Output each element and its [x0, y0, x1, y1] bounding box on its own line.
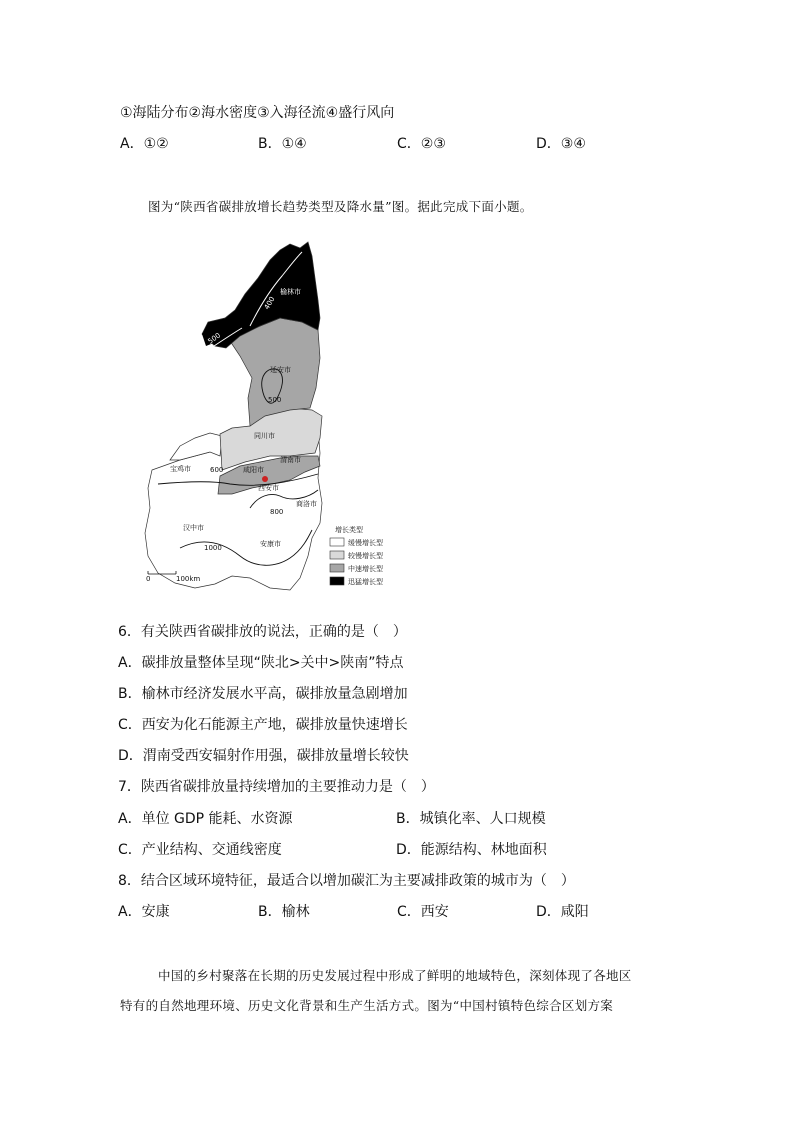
question-7-stem: 7．陕西省碳排放量持续增加的主要推动力是（ ） [118, 779, 435, 795]
question-7-option-a: A．单位 GDP 能耗、水资源 [118, 811, 293, 827]
legend-title: 增长类型 [335, 526, 363, 534]
option-text: ③④ [560, 136, 586, 152]
option-text: ①② [143, 136, 169, 152]
option-letter: A． [120, 136, 144, 152]
xian-marker [262, 476, 268, 482]
question-7-option-b: B．城镇化率、人口规模 [396, 811, 546, 827]
question-6-option-d: D．渭南受西安辐射作用强，碳排放量增长较快 [118, 748, 409, 764]
prev-option-d [536, 134, 586, 154]
prev-question-items: ①海陆分布②海水密度③入海径流④盛行风向 [120, 105, 395, 121]
question-8-option-b: B．榆林 [258, 904, 310, 920]
isoline-label: 800 [270, 508, 284, 516]
legend-label: 中速增长型 [348, 565, 383, 573]
option-letter: B． [258, 136, 282, 152]
city-label: 榆林市 [280, 288, 301, 296]
option-letter: D． [536, 136, 561, 152]
legend-label: 迅猛增长型 [348, 578, 383, 586]
question-7-option-c: C．产业结构、交通线密度 [118, 842, 282, 858]
city-label: 西安市 [258, 484, 279, 492]
map-intro: 图为“陕西省碳排放增长趋势类型及降水量”图。据此完成下面小题。 [148, 199, 533, 214]
legend-swatch [330, 564, 344, 572]
city-label: 延安市 [270, 366, 291, 374]
city-label: 安康市 [260, 540, 281, 548]
question-6-option-c: C．西安为化石能源主产地，碳排放量快速增长 [118, 717, 408, 733]
question-8-option-c: C．西安 [397, 904, 449, 920]
city-label: 渭南市 [280, 456, 301, 464]
isoline-label: 1000 [204, 544, 222, 552]
question-8-option-d: D．咸阳 [536, 904, 589, 920]
isoline-label: 400 [262, 295, 277, 311]
prev-option-b [258, 134, 307, 154]
option-text: ②③ [420, 136, 446, 152]
city-label: 宝鸡市 [170, 465, 191, 473]
scale-distance: 100km [176, 575, 201, 583]
legend-swatch [330, 551, 344, 559]
isoline-label: 500 [268, 396, 282, 404]
option-text: ①④ [281, 136, 307, 152]
question-6-stem: 6．有关陕西省碳排放的说法，正确的是（ ） [118, 624, 407, 640]
shaanxi-carbon-map [140, 238, 410, 593]
city-label: 咸阳市 [243, 466, 264, 474]
legend-swatch [330, 577, 344, 585]
isoline-label: 500 [206, 331, 223, 346]
passage-line-1: 中国的乡村聚落在长期的历史发展过程中形成了鲜明的地域特色，深刻体现了各地区 [158, 968, 632, 983]
passage-line-2: 特有的自然地理环境、历史文化背景和生产生活方式。图为“中国村镇特色综合区划方案 [120, 998, 614, 1013]
legend-label: 缓慢增长型 [348, 539, 383, 547]
option-letter: C． [397, 136, 421, 152]
legend-label: 较慢增长型 [348, 552, 383, 560]
prev-option-c [397, 134, 446, 154]
question-8-stem: 8．结合区域环境特征，最适合以增加碳汇为主要减排政策的城市为（ ） [118, 873, 575, 889]
city-label: 商洛市 [296, 500, 317, 508]
city-label: 同川市 [254, 432, 275, 440]
scale-zero: 0 [146, 575, 151, 583]
question-7-option-d: D．能源结构、林地面积 [396, 842, 547, 858]
isoline-label: 600 [210, 466, 224, 474]
prev-option-a [120, 134, 169, 154]
legend-swatch [330, 538, 344, 546]
city-label: 汉中市 [183, 524, 204, 532]
question-6-option-a: A．碳排放量整体呈现“陕北>关中>陕南”特点 [118, 655, 404, 671]
question-6-option-b: B．榆林市经济发展水平高，碳排放量急剧增加 [118, 686, 408, 702]
question-8-option-a: A．安康 [118, 904, 170, 920]
